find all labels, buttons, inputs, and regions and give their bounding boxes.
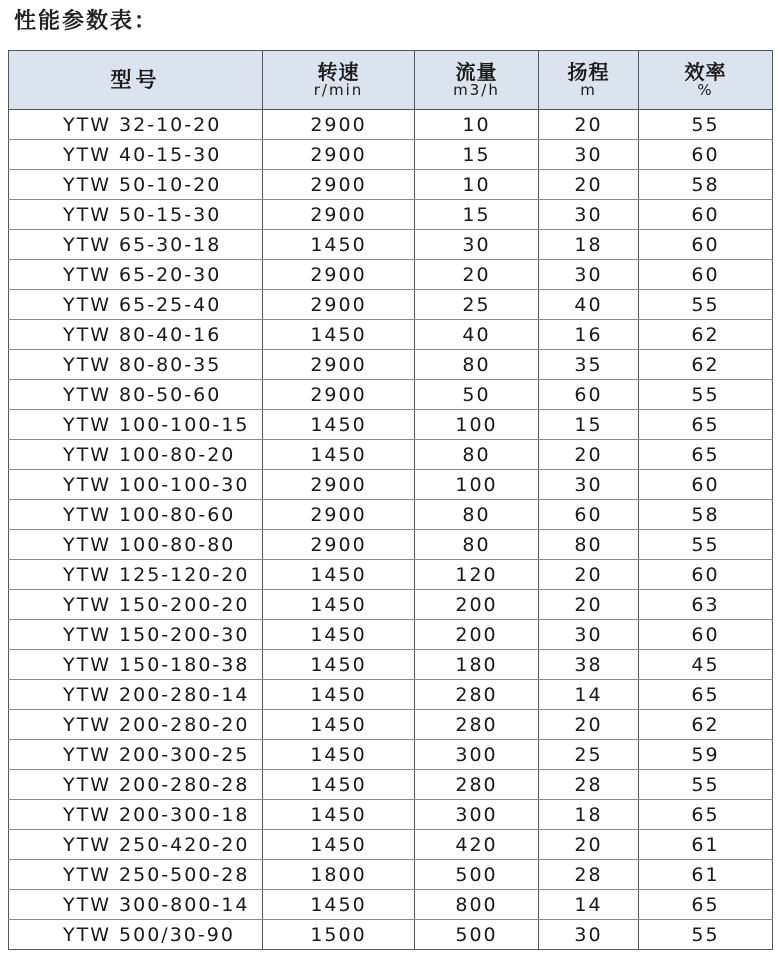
- efficiency-cell: 62: [639, 320, 773, 350]
- table-row: [9, 530, 773, 560]
- speed-cell: 2900: [263, 260, 415, 290]
- model-cell: YTW 80-40-16: [9, 320, 263, 350]
- head-cell: 30: [539, 260, 639, 290]
- speed-cell: 1450: [263, 770, 415, 800]
- speed-cell: 2900: [263, 470, 415, 500]
- head-cell: 30: [539, 140, 639, 170]
- speed-cell: 2900: [263, 200, 415, 230]
- efficiency-cell: 65: [639, 440, 773, 470]
- speed-cell: 2900: [263, 500, 415, 530]
- head-cell: 20: [539, 710, 639, 740]
- table-row: [9, 470, 773, 500]
- speed-cell: 1450: [263, 620, 415, 650]
- model-cell: YTW 200-280-14: [9, 680, 263, 710]
- table-header-row: [9, 51, 773, 110]
- model-cell: YTW 80-50-60: [9, 380, 263, 410]
- model-cell: YTW 200-300-25: [9, 740, 263, 770]
- flow-cell: 80: [415, 440, 539, 470]
- table-row: [9, 380, 773, 410]
- head-cell: 20: [539, 830, 639, 860]
- head-cell: 30: [539, 920, 639, 950]
- flow-cell: 15: [415, 140, 539, 170]
- table-row: [9, 800, 773, 830]
- head-cell: 25: [539, 740, 639, 770]
- table-row: [9, 560, 773, 590]
- column-header-efficiency: [639, 51, 773, 110]
- column-header-head: [539, 51, 639, 110]
- flow-cell: 50: [415, 380, 539, 410]
- model-cell: YTW 150-180-38: [9, 650, 263, 680]
- head-cell: 60: [539, 380, 639, 410]
- speed-cell: 2900: [263, 110, 415, 140]
- column-header-unit: %: [697, 80, 714, 99]
- flow-cell: 10: [415, 110, 539, 140]
- speed-cell: 1800: [263, 860, 415, 890]
- column-header-label: 转速: [317, 59, 360, 84]
- table-row: [9, 710, 773, 740]
- flow-cell: 180: [415, 650, 539, 680]
- head-cell: 14: [539, 680, 639, 710]
- column-header-speed: [263, 51, 415, 110]
- table-row: [9, 890, 773, 920]
- efficiency-cell: 60: [639, 560, 773, 590]
- efficiency-cell: 63: [639, 590, 773, 620]
- table-row: [9, 170, 773, 200]
- head-cell: 18: [539, 230, 639, 260]
- flow-cell: 500: [415, 860, 539, 890]
- speed-cell: 2900: [263, 170, 415, 200]
- head-cell: 20: [539, 560, 639, 590]
- flow-cell: 300: [415, 800, 539, 830]
- flow-cell: 80: [415, 350, 539, 380]
- speed-cell: 1450: [263, 740, 415, 770]
- model-cell: YTW 100-100-30: [9, 470, 263, 500]
- head-cell: 15: [539, 410, 639, 440]
- speed-cell: 1450: [263, 590, 415, 620]
- table-row: [9, 830, 773, 860]
- table-row: [9, 740, 773, 770]
- model-cell: YTW 100-80-60: [9, 500, 263, 530]
- efficiency-cell: 62: [639, 350, 773, 380]
- head-cell: 20: [539, 440, 639, 470]
- flow-cell: 420: [415, 830, 539, 860]
- efficiency-cell: 45: [639, 650, 773, 680]
- speed-cell: 1450: [263, 830, 415, 860]
- efficiency-cell: 60: [639, 200, 773, 230]
- efficiency-cell: 65: [639, 410, 773, 440]
- table-row: [9, 500, 773, 530]
- efficiency-cell: 58: [639, 500, 773, 530]
- flow-cell: 40: [415, 320, 539, 350]
- column-header-label: 效率: [684, 59, 727, 84]
- flow-cell: 800: [415, 890, 539, 920]
- table-row: [9, 290, 773, 320]
- speed-cell: 2900: [263, 140, 415, 170]
- head-cell: 16: [539, 320, 639, 350]
- table-row: [9, 200, 773, 230]
- column-header-label: 扬程: [567, 59, 610, 84]
- flow-cell: 10: [415, 170, 539, 200]
- table-row: [9, 350, 773, 380]
- head-cell: 20: [539, 170, 639, 200]
- model-cell: YTW 200-280-28: [9, 770, 263, 800]
- flow-cell: 200: [415, 590, 539, 620]
- model-cell: YTW 65-25-40: [9, 290, 263, 320]
- head-cell: 30: [539, 620, 639, 650]
- flow-cell: 100: [415, 410, 539, 440]
- speed-cell: 1450: [263, 410, 415, 440]
- speed-cell: 2900: [263, 530, 415, 560]
- model-cell: YTW 150-200-20: [9, 590, 263, 620]
- efficiency-cell: 60: [639, 140, 773, 170]
- flow-cell: 20: [415, 260, 539, 290]
- table-row: [9, 410, 773, 440]
- column-header-unit: m3/h: [453, 80, 500, 99]
- table-row: [9, 230, 773, 260]
- model-cell: YTW 200-280-20: [9, 710, 263, 740]
- model-cell: YTW 100-80-20: [9, 440, 263, 470]
- head-cell: 20: [539, 590, 639, 620]
- efficiency-cell: 60: [639, 260, 773, 290]
- efficiency-cell: 55: [639, 530, 773, 560]
- efficiency-cell: 65: [639, 890, 773, 920]
- table-row: [9, 260, 773, 290]
- flow-cell: 280: [415, 680, 539, 710]
- efficiency-cell: 55: [639, 380, 773, 410]
- table-row: [9, 320, 773, 350]
- flow-cell: 80: [415, 500, 539, 530]
- efficiency-cell: 62: [639, 710, 773, 740]
- efficiency-cell: 55: [639, 770, 773, 800]
- head-cell: 38: [539, 650, 639, 680]
- column-header-label: 流量: [455, 59, 498, 84]
- flow-cell: 30: [415, 230, 539, 260]
- efficiency-cell: 61: [639, 860, 773, 890]
- flow-cell: 280: [415, 770, 539, 800]
- performance-parameter-table: [8, 50, 773, 950]
- speed-cell: 2900: [263, 290, 415, 320]
- efficiency-cell: 55: [639, 110, 773, 140]
- efficiency-cell: 65: [639, 800, 773, 830]
- efficiency-cell: 61: [639, 830, 773, 860]
- table-row: [9, 110, 773, 140]
- head-cell: 30: [539, 200, 639, 230]
- head-cell: 20: [539, 110, 639, 140]
- table-row: [9, 590, 773, 620]
- head-cell: 60: [539, 500, 639, 530]
- flow-cell: 200: [415, 620, 539, 650]
- speed-cell: 1450: [263, 680, 415, 710]
- table-row: [9, 650, 773, 680]
- model-cell: YTW 40-15-30: [9, 140, 263, 170]
- column-header-unit: m: [580, 80, 597, 99]
- speed-cell: 1500: [263, 920, 415, 950]
- model-cell: YTW 125-120-20: [9, 560, 263, 590]
- flow-cell: 500: [415, 920, 539, 950]
- flow-cell: 120: [415, 560, 539, 590]
- head-cell: 14: [539, 890, 639, 920]
- model-cell: YTW 500/30-90: [9, 920, 263, 950]
- head-cell: 28: [539, 860, 639, 890]
- speed-cell: 1450: [263, 320, 415, 350]
- efficiency-cell: 65: [639, 680, 773, 710]
- table-body: [9, 110, 773, 950]
- efficiency-cell: 60: [639, 230, 773, 260]
- efficiency-cell: 59: [639, 740, 773, 770]
- model-cell: YTW 100-80-80: [9, 530, 263, 560]
- head-cell: 30: [539, 470, 639, 500]
- head-cell: 18: [539, 800, 639, 830]
- model-cell: YTW 50-10-20: [9, 170, 263, 200]
- head-cell: 28: [539, 770, 639, 800]
- head-cell: 35: [539, 350, 639, 380]
- flow-cell: 80: [415, 530, 539, 560]
- speed-cell: 1450: [263, 560, 415, 590]
- model-cell: YTW 250-500-28: [9, 860, 263, 890]
- model-cell: YTW 200-300-18: [9, 800, 263, 830]
- model-cell: YTW 50-15-30: [9, 200, 263, 230]
- column-header-model: [9, 51, 263, 110]
- head-cell: 80: [539, 530, 639, 560]
- table-row: [9, 140, 773, 170]
- efficiency-cell: 60: [639, 470, 773, 500]
- table-row: [9, 440, 773, 470]
- model-cell: YTW 32-10-20: [9, 110, 263, 140]
- model-cell: YTW 80-80-35: [9, 350, 263, 380]
- table-row: [9, 680, 773, 710]
- head-cell: 40: [539, 290, 639, 320]
- efficiency-cell: 55: [639, 920, 773, 950]
- speed-cell: 1450: [263, 440, 415, 470]
- flow-cell: 100: [415, 470, 539, 500]
- flow-cell: 25: [415, 290, 539, 320]
- flow-cell: 280: [415, 710, 539, 740]
- efficiency-cell: 55: [639, 290, 773, 320]
- table-row: [9, 860, 773, 890]
- speed-cell: 2900: [263, 380, 415, 410]
- page-title: 性能参数表：: [14, 9, 159, 34]
- flow-cell: 300: [415, 740, 539, 770]
- table-row: [9, 920, 773, 950]
- column-header-unit: r/min: [313, 80, 364, 99]
- column-header-flow: [415, 51, 539, 110]
- speed-cell: 1450: [263, 710, 415, 740]
- model-cell: YTW 65-30-18: [9, 230, 263, 260]
- model-cell: YTW 65-20-30: [9, 260, 263, 290]
- model-cell: YTW 100-100-15: [9, 410, 263, 440]
- efficiency-cell: 58: [639, 170, 773, 200]
- speed-cell: 1450: [263, 650, 415, 680]
- speed-cell: 2900: [263, 350, 415, 380]
- model-cell: YTW 300-800-14: [9, 890, 263, 920]
- model-cell: YTW 150-200-30: [9, 620, 263, 650]
- efficiency-cell: 60: [639, 620, 773, 650]
- flow-cell: 15: [415, 200, 539, 230]
- table-row: [9, 770, 773, 800]
- speed-cell: 1450: [263, 800, 415, 830]
- speed-cell: 1450: [263, 890, 415, 920]
- column-header-label: 型号: [110, 67, 161, 92]
- speed-cell: 1450: [263, 230, 415, 260]
- model-cell: YTW 250-420-20: [9, 830, 263, 860]
- table-row: [9, 620, 773, 650]
